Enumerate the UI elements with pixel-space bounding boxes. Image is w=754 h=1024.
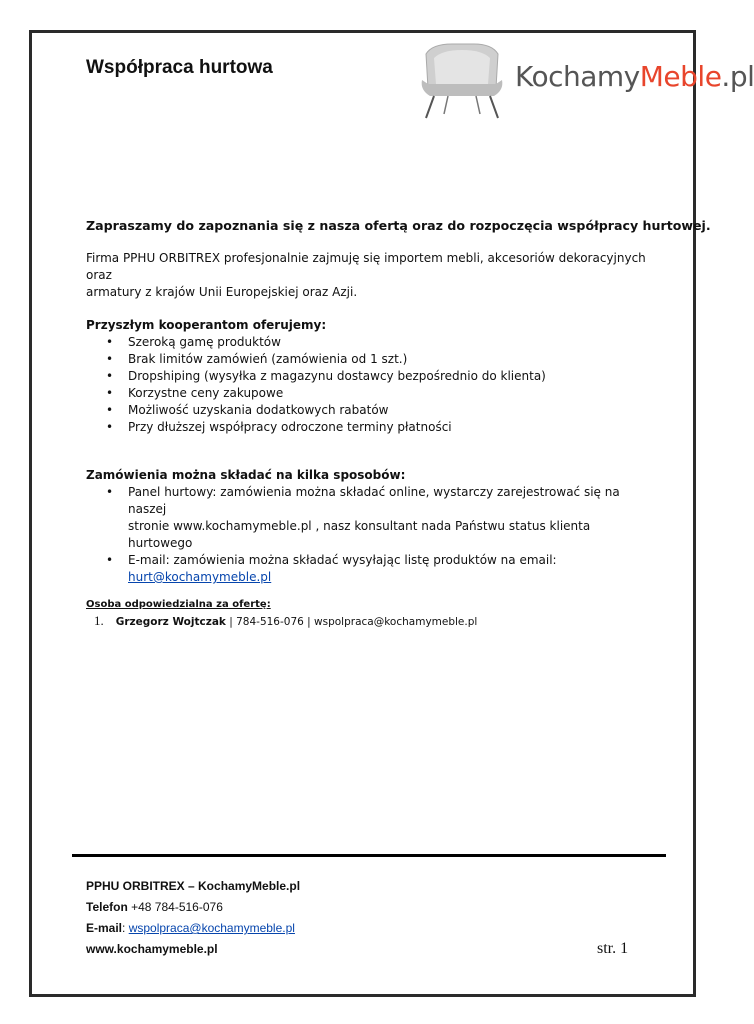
list-item — [86, 351, 646, 368]
list-item-text: Korzystne ceny zakupowe — [128, 386, 284, 400]
list-item — [86, 385, 646, 402]
footer-divider — [72, 854, 666, 857]
list-item-line: Panel hurtowy: zamówienia można składać online, wystarczy zarejestrować się na naszej — [128, 485, 620, 516]
bullet-icon: • — [106, 386, 114, 400]
footer-website: www.kochamymeble.pl — [86, 942, 218, 956]
list-item-text: Szeroką gamę produktów — [128, 335, 281, 349]
logo-text-part1: Kochamy — [515, 60, 640, 93]
offer-section — [86, 317, 646, 436]
firm-description-line: Firma PPHU ORBITREX profesjonalnie zajmuję się importem mebli, akcesoriów dekoracyjnych oraz — [86, 251, 646, 282]
person-name: Grzegorz Wojtczak — [115, 616, 226, 628]
offer-heading: Przyszłym kooperantom oferujemy: — [86, 318, 327, 332]
footer-company: PPHU ORBITREX – KochamyMeble.pl — [86, 879, 301, 893]
footer-phone: +48 784-516-076 — [127, 900, 223, 914]
orders-list — [86, 484, 646, 586]
page-number: str. 1 — [597, 940, 629, 957]
bullet-icon: • — [106, 369, 114, 383]
offer-list — [86, 334, 646, 436]
intro-heading: Zapraszamy do zapoznania się z nasza ofertą oraz do rozpoczęcia współpracy hurtowej. — [86, 218, 711, 233]
list-item-text: Dropshiping (wysyłka z magazynu dostawcy bezpośrednio do klienta) — [128, 369, 546, 383]
logo-text-part2: Meble — [639, 60, 722, 93]
firm-description — [86, 250, 646, 301]
bullet-icon: • — [106, 335, 114, 349]
list-item-line: stronie www.kochamymeble.pl , nasz konsultant nada Państwu status klienta hurtowego — [128, 519, 591, 550]
bullet-icon: • — [106, 485, 114, 499]
bullet-icon: • — [106, 352, 114, 366]
list-item-line: E-mail: zamówienia można składać wysyłając listę produktów na email: — [128, 553, 557, 567]
logo-text-part3: .pl — [721, 60, 754, 93]
responsible-person — [94, 613, 477, 629]
responsible-heading: Osoba odpowiedzialna za ofertę: — [86, 599, 271, 610]
footer: PPHU ORBITREX – KochamyMeble.pl Telefon +48 784-516-076 E-mail: wspolpraca@kochamymeble.pl www.kochamymeble.pl — [86, 879, 301, 956]
bullet-icon: • — [106, 403, 114, 417]
person-details: | 784-516-076 | wspolpraca@kochamymeble.pl — [225, 616, 478, 628]
orders-section — [86, 467, 646, 586]
list-item — [86, 368, 646, 385]
list-item — [86, 334, 646, 351]
chair-icon — [412, 40, 512, 120]
list-number: 1. — [94, 613, 104, 628]
list-item — [86, 484, 646, 552]
firm-description-line: armatury z krajów Unii Europejskiej oraz Azji. — [86, 285, 358, 299]
page-title: Współpraca hurtowa — [86, 57, 273, 78]
list-item-text: Brak limitów zamówień (zamówienia od 1 szt.) — [128, 352, 408, 366]
list-item-text: Przy dłuższej współpracy odroczone terminy płatności — [128, 420, 452, 434]
bullet-icon: • — [106, 420, 114, 434]
list-item — [86, 552, 646, 586]
orders-heading: Zamówienia można składać na kilka sposobów: — [86, 468, 406, 482]
list-item — [86, 419, 646, 436]
footer-email-link[interactable]: wspolpraca@kochamymeble.pl — [128, 921, 295, 935]
footer-email-label: E-mail — [86, 921, 123, 935]
bullet-icon: • — [106, 553, 114, 567]
logo-text — [515, 60, 754, 93]
list-item-text: Możliwość uzyskania dodatkowych rabatów — [128, 403, 389, 417]
logo — [412, 40, 754, 120]
hurt-email-link[interactable]: hurt@kochamymeble.pl — [128, 570, 272, 584]
footer-phone-label: Telefon — [86, 900, 128, 914]
list-item — [86, 402, 646, 419]
